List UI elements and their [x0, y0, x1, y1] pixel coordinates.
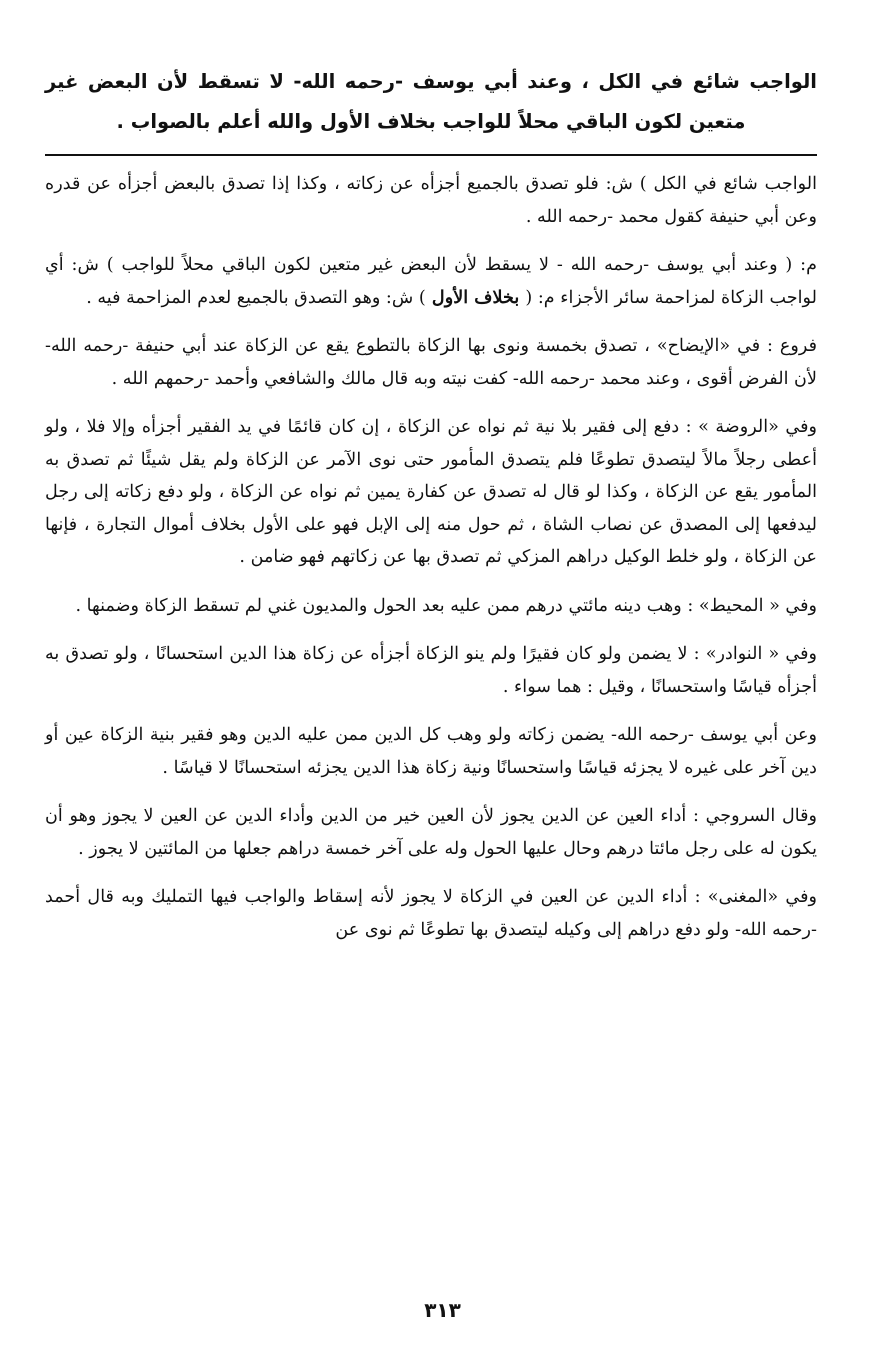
commentary-paragraph-8: وقال السروجي : أداء العين عن الدين يجوز لأن العين خير من الدين وأداء الدين عن العين لا يجوز وهو أن يكون له على رجل مائتا درهم وحال عليها الحول وله على آخر خمسة دراهم جعلها من المائتين لا يجوز . — [45, 806, 817, 859]
page-number: ٣١٣ — [424, 1298, 461, 1322]
main-text: الواجب شائع في الكل ، وعند أبي يوسف -رحمه الله- لا تسقط لأن البعض غير متعين لكون الباقي محلاً للواجب بخلاف الأول والله أعلم بالصواب . — [45, 70, 817, 133]
commentary-paragraph-1: الواجب شائع في الكل ) ش: فلو تصدق بالجميع أجزأه عن زكاته ، وكذا إذا تصدق بالبعض أجزأه عن قدره وعن أبي حنيفة كقول محمد -رحمه الله . — [45, 174, 817, 227]
commentary-paragraph-2-part-a: م: ( وعند أبي يوسف -رحمه الله - لا يسقط لأن البعض غير متعين لكون الباقي محلاً للواجب ) ش: أي لواجب الزكاة لمزاحمة سائر الأجزاء م: ( — [45, 255, 817, 308]
commentary-paragraph-6: وفي « النوادر» : لا يضمن ولو كان فقيرًا ولم ينو الزكاة أجزأه عن زكاة هذا الدين استحسانًا ، ولو تصدق به أجزأه قياسًا واستحسانًا ، وقيل : هما سواء . — [45, 644, 817, 697]
commentary-paragraph-5: وفي « المحيط» : وهب دينه مائتي درهم ممن عليه بعد الحول والمديون غني لم تسقط الزكاة وضمنها . — [75, 595, 817, 616]
commentary-paragraph-7: وعن أبي يوسف -رحمه الله- يضمن زكاته ولو وهب كل الدين ممن عليه الدين وهو فقير بنية الزكاة عين أو دين آخر على غيره لا يجزئه قياسًا واستحسانًا ونية زكاة هذا الدين يجزئه استحسانًا لا قياسًا . — [45, 725, 817, 778]
commentary-paragraph-9: وفي «المغنى» : أداء الدين عن العين في الزكاة لا يجوز لأنه إسقاط والواجب فيها التمليك وبه قال أحمد -رحمه الله- ولو دفع دراهم إلى وكيله ليتصدق بها تطوعًا ثم نوى عن — [45, 887, 817, 940]
document-page — [45, 62, 817, 1368]
commentary-paragraph-4: وفي «الروضة » : دفع إلى فقير بلا نية ثم نواه عن الزكاة ، إن كان قائمًا في يد الفقير أجزأه وإلا فلا ، ولو أعطى رجلاً مالاً ليتصدق تطوعًا فلم يتصدق المأمور حتى نوى الآمر عن الزكاة ولم يقل شيئًا ثم تصدق به المأمور يقع عن الزكاة ، وكذا لو قال له تصدق عن كفارة يمين ثم نواه عن الزكاة ، ولو دفع زكاته إلى رجل ليدفعها إلى المصدق عن نصاب الشاة ، ثم حول منه إلى الإبل فهو على الأول بخلاف أموال التجارة ، فإنها عن الزكاة ، ولو خلط الوكيل دراهم المزكي ثم تصدق بها عن زكاتهم فهو ضامن . — [45, 417, 817, 567]
commentary-paragraph-2-bold: بخلاف الأول — [425, 286, 526, 308]
commentary-paragraph-3: فروع : في «الإيضاح» ، تصدق بخمسة ونوى بها الزكاة بالتطوع يقع عن الزكاة عند أبي حنيفة -رحمه الله- لأن الفرض أقوى ، وعند محمد -رحمه الله- كفت نيته وبه قال مالك والشافعي وأحمد -رحمهم الله . — [45, 336, 817, 389]
commentary-paragraph-2-part-c: ) ش: وهو التصدق بالجميع لعدم المزاحمة فيه . — [86, 287, 426, 308]
separator-line — [45, 154, 817, 156]
commentary-section — [45, 168, 817, 946]
commentary-paragraph-2 — [45, 249, 817, 314]
